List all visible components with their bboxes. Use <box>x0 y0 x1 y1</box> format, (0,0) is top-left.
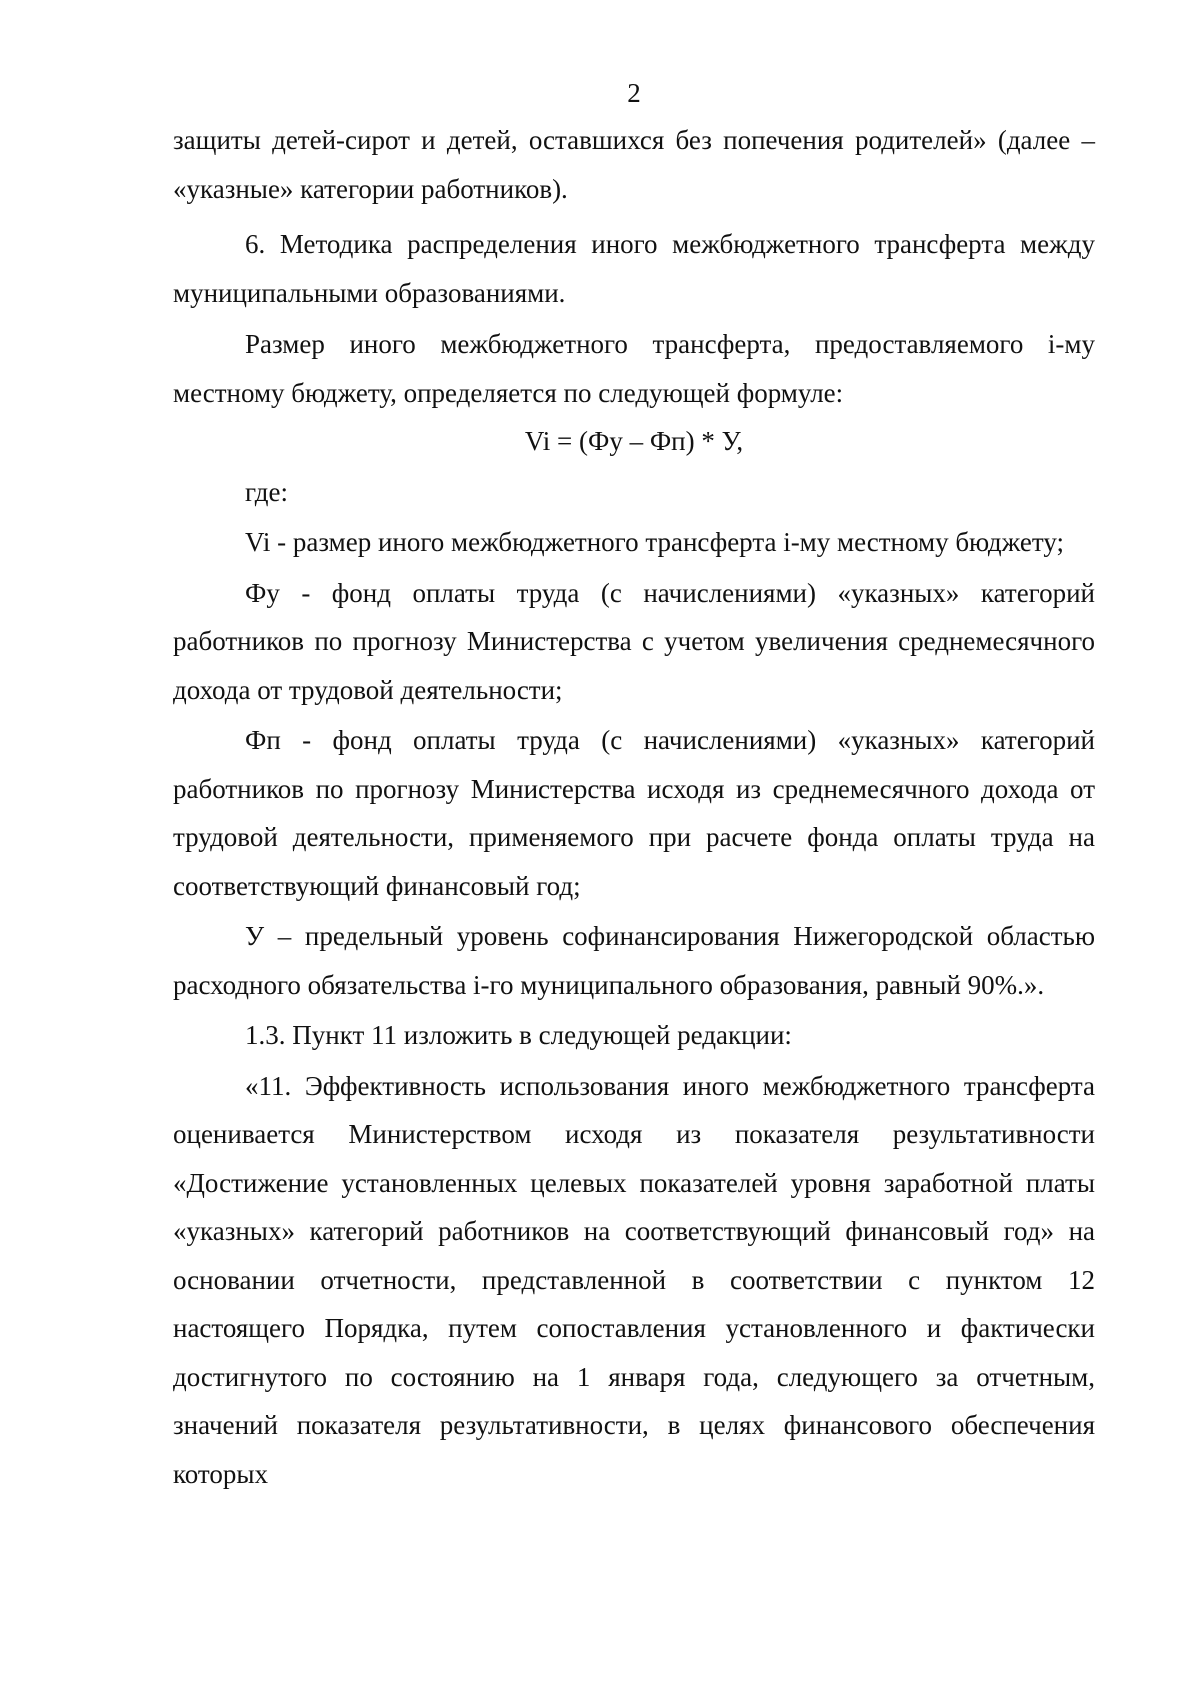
definition-vi: Vi - размер иного межбюджетного трансферта i-му местному бюджету; <box>245 527 1064 557</box>
document-page <box>173 70 1095 1498</box>
paragraph-continuation: защиты детей-сирот и детей, оставшихся без попечения родителей» (далее – «указные» категории работников). <box>173 125 1095 204</box>
definition-fp: Фп - фонд оплаты труда (с начислениями) «указных» категорий работников по прогнозу Министерства исходя из среднемесячного дохода от трудовой деятельности, применяемого при расчете фонда оплаты труда на соответствующий финансовый год; <box>173 725 1095 901</box>
paragraph-item-1-3: 1.3. Пункт 11 изложить в следующей редакции: <box>245 1020 792 1050</box>
paragraph-methodology-heading: 6. Методика распределения иного межбюджетного трансферта между муниципальными образованиями. <box>173 229 1095 308</box>
page-number: 2 <box>627 78 641 108</box>
definition-fu: Фу - фонд оплаты труда (с начислениями) «указных» категорий работников по прогнозу Министерства с учетом увеличения среднемесячного дохода от трудовой деятельности; <box>173 577 1095 705</box>
definition-u: У – предельный уровень софинансирования Нижегородской областью расходного обязательства i-го муниципального образования, равный 90%.». <box>173 921 1095 1000</box>
paragraph-item-11: «11. Эффективность использования иного межбюджетного трансферта оценивается Министерством исходя из показателя результативности «Достижение установленных целевых показателей уровня заработной платы «указных» категорий работников на соответствующий финансовый год» на основании отчетности, представленной в соответствии с пунктом 12 настоящего Порядка, путем сопоставления установленного и фактически достигнутого по состоянию на 1 января года, следующего за отчетным, значений показателя результативности, в целях финансового обеспечения которых <box>173 1070 1095 1489</box>
paragraph-transfer-size: Размер иного межбюджетного трансферта, предоставляемого i-му местному бюджету, определяется по следующей формуле: <box>173 329 1095 408</box>
formula: Vi = (Фу – Фп) * У, <box>524 426 744 456</box>
where-label: где: <box>245 476 288 507</box>
